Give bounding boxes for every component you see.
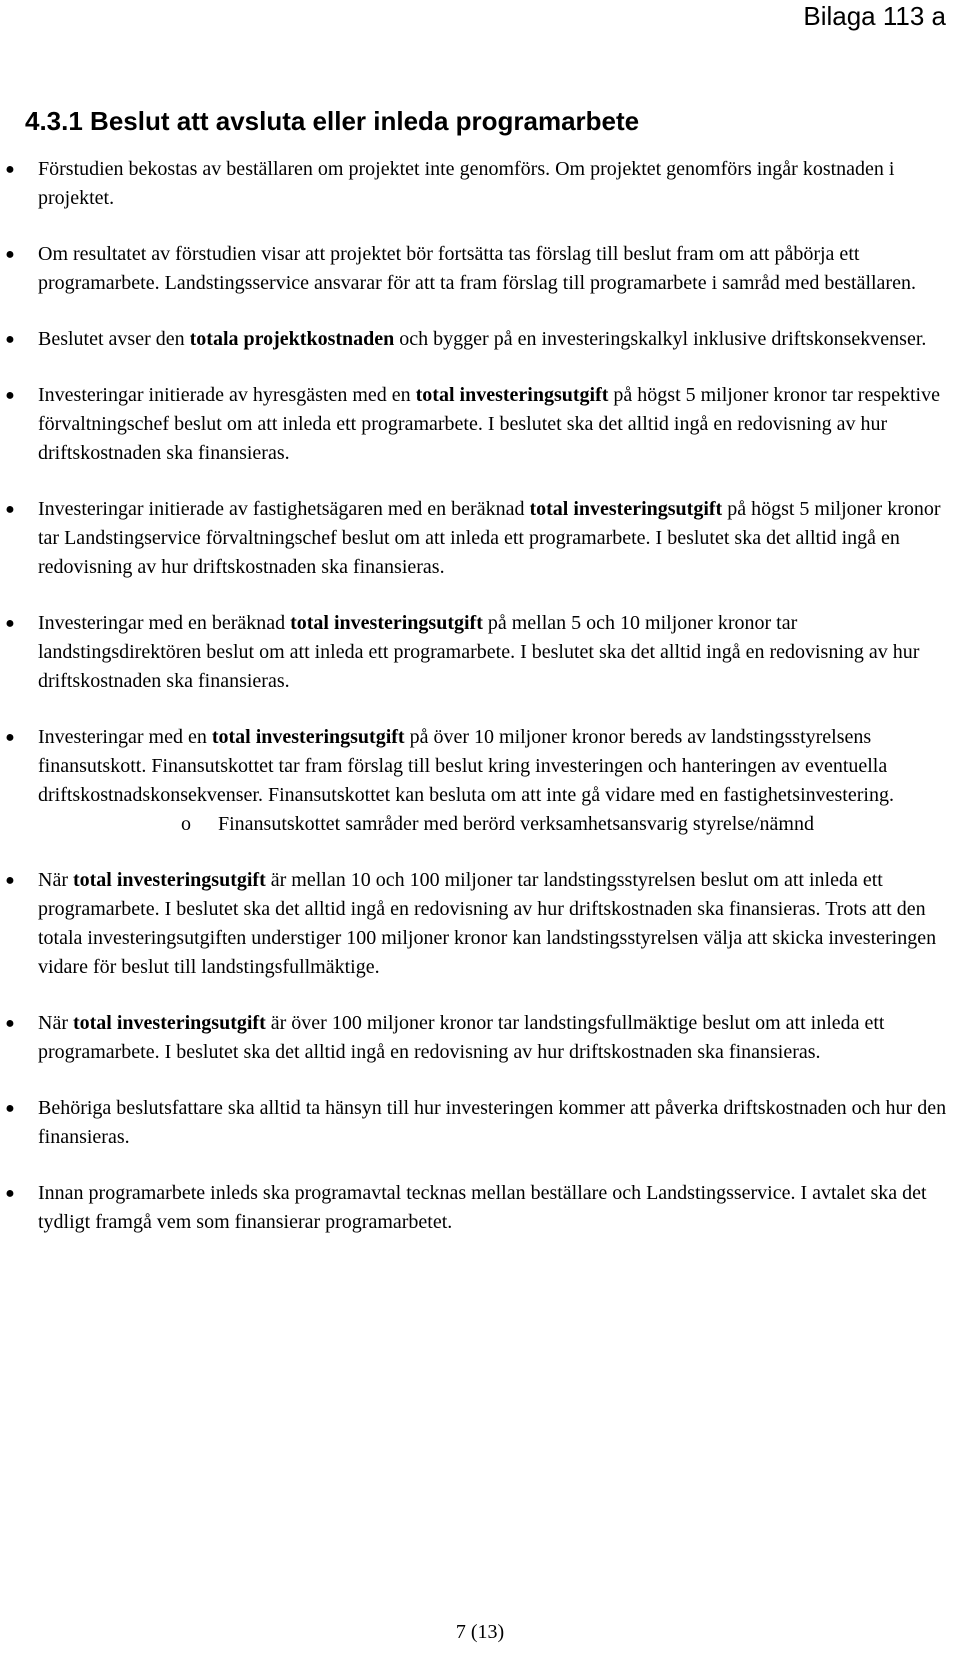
text-segment: Förstudien bekostas av beställaren om projektet inte genomförs. Om projektet genomförs ingår kostnaden i projektet. <box>38 158 895 209</box>
text-segment: på högst 5 miljoner kronor tar respektive förvaltningschef beslut om att inleda ett programarbete. I beslutet ska det alltid ingå en redovisning av hur driftskostnaden ska finansieras. <box>38 384 940 464</box>
list-item-text <box>38 384 940 464</box>
list-item <box>0 1094 960 1152</box>
list-item <box>0 325 960 354</box>
text-segment: på över 10 miljoner kronor bereds av landstingsstyrelsens finansutskott. Finansutskottet tar fram förslag till beslut kring investeringen och hanteringen av eventuella driftskostnadskonsekvenser. Finansutskottet kan besluta om att inte gå vidare med en fastighetsinvestering. <box>38 726 894 806</box>
list-item <box>0 1179 960 1237</box>
appendix-label: Bilaga 113 a <box>803 1 946 31</box>
list-item-text <box>38 869 936 978</box>
list-item <box>0 723 960 839</box>
list-item-text <box>38 158 894 209</box>
text-segment: på högst 5 miljoner kronor tar Landstingservice förvaltningschef beslut om att inleda ett programarbete. I beslutet ska det alltid ingå en redovisning av hur driftskostnaden ska finansieras. <box>38 498 941 578</box>
text-segment: Investeringar med en beräknad <box>38 612 291 634</box>
text-segment: på mellan 5 och 10 miljoner kronor tar landstingsdirektören beslut om att inleda ett programarbete. I beslutet ska det alltid ingå en redovisning av hur driftskostnaden ska finansieras. <box>38 612 920 692</box>
list-item-text <box>38 612 919 692</box>
text-segment: Innan programarbete inleds ska programavtal tecknas mellan beställare och Landstingsservice. I avtalet ska det tydligt framgå vem som finansierar programarbetet. <box>38 1182 927 1233</box>
text-segment: Beslutet avser den <box>38 328 190 350</box>
list-item <box>0 609 960 696</box>
sub-list-item-text: Finansutskottet samråder med berörd verksamhetsansvarig styrelse/nämnd <box>218 813 814 835</box>
emphasized-text: total investeringsutgift <box>415 384 609 406</box>
list-item-text <box>38 1097 946 1148</box>
text-segment: Behöriga beslutsfattare ska alltid ta hänsyn till hur investeringen kommer att påverka driftskostnaden och hur den finansieras. <box>38 1097 947 1148</box>
emphasized-text: total investeringsutgift <box>72 869 266 891</box>
list-item <box>0 381 960 468</box>
text-segment: är över 100 miljoner kronor tar landstingsfullmäktige beslut om att inleda ett programarbete. I beslutet ska det alltid ingå en redovisning av hur driftskostnaden ska finansieras. <box>38 1012 885 1063</box>
emphasized-text: total investeringsutgift <box>529 498 723 520</box>
bullet-icon: ● <box>5 1185 15 1202</box>
bullet-icon: ● <box>5 501 15 518</box>
text-segment: Investeringar med en <box>38 726 212 748</box>
list-item <box>0 866 960 982</box>
bullet-icon: ● <box>5 615 15 632</box>
list-item-text <box>38 1182 927 1233</box>
emphasized-text: total investeringsutgift <box>290 612 483 634</box>
emphasized-text: total investeringsutgift <box>211 726 405 748</box>
bullet-icon: ● <box>5 1100 15 1117</box>
bullet-icon: ● <box>5 387 15 404</box>
text-segment: och bygger på en investeringskalkyl inklusive driftskonsekvenser. <box>394 328 927 350</box>
bullet-icon: ● <box>5 729 15 746</box>
bullet-icon: ● <box>5 872 15 889</box>
text-segment: Om resultatet av förstudien visar att projektet bör fortsätta tas förslag till beslut fram om att påbörja ett programarbete. Landstingsservice ansvarar för att ta fram förslag till programarbete i samråd med beställaren. <box>38 243 916 294</box>
list-item <box>0 1009 960 1067</box>
text-segment: När <box>38 869 73 891</box>
text-segment: Investeringar initierade av hyresgästen med en <box>38 384 416 406</box>
list-item <box>0 495 960 582</box>
bullet-icon: ● <box>5 246 15 263</box>
emphasized-text: totala projektkostnaden <box>189 328 395 350</box>
list-item <box>0 240 960 298</box>
section-heading: 4.3.1 Beslut att avsluta eller inleda programarbete <box>25 106 640 136</box>
emphasized-text: total investeringsutgift <box>72 1012 266 1034</box>
list-item-text <box>38 726 894 806</box>
text-segment: är mellan 10 och 100 miljoner tar landstingsstyrelsen beslut om att inleda ett programarbete. I beslutet ska det alltid ingå en redovisning av hur driftskostnaden ska finansieras. Trots att den totala investeringsutgiften understiger 100 miljoner kronor kan landstingsstyrelsen välja att skicka investeringen vidare för beslut till landstingsfullmäktige. <box>38 869 937 978</box>
text-segment: När <box>38 1012 73 1034</box>
text-segment: Investeringar initierade av fastighetsägaren med en beräknad <box>38 498 530 520</box>
list-item-text <box>38 498 941 578</box>
bullet-icon: ● <box>5 1015 15 1032</box>
list-item-text <box>38 243 916 294</box>
list-item <box>0 155 960 213</box>
page-number: 7 (13) <box>455 1621 505 1643</box>
list-item-text <box>38 328 926 350</box>
sub-list-item <box>38 810 952 839</box>
bullet-icon: ● <box>5 161 15 178</box>
list-item-text <box>38 1012 885 1063</box>
bullet-list <box>0 155 960 1264</box>
bullet-icon: ● <box>5 331 15 348</box>
sub-bullet-icon: o <box>181 813 191 835</box>
